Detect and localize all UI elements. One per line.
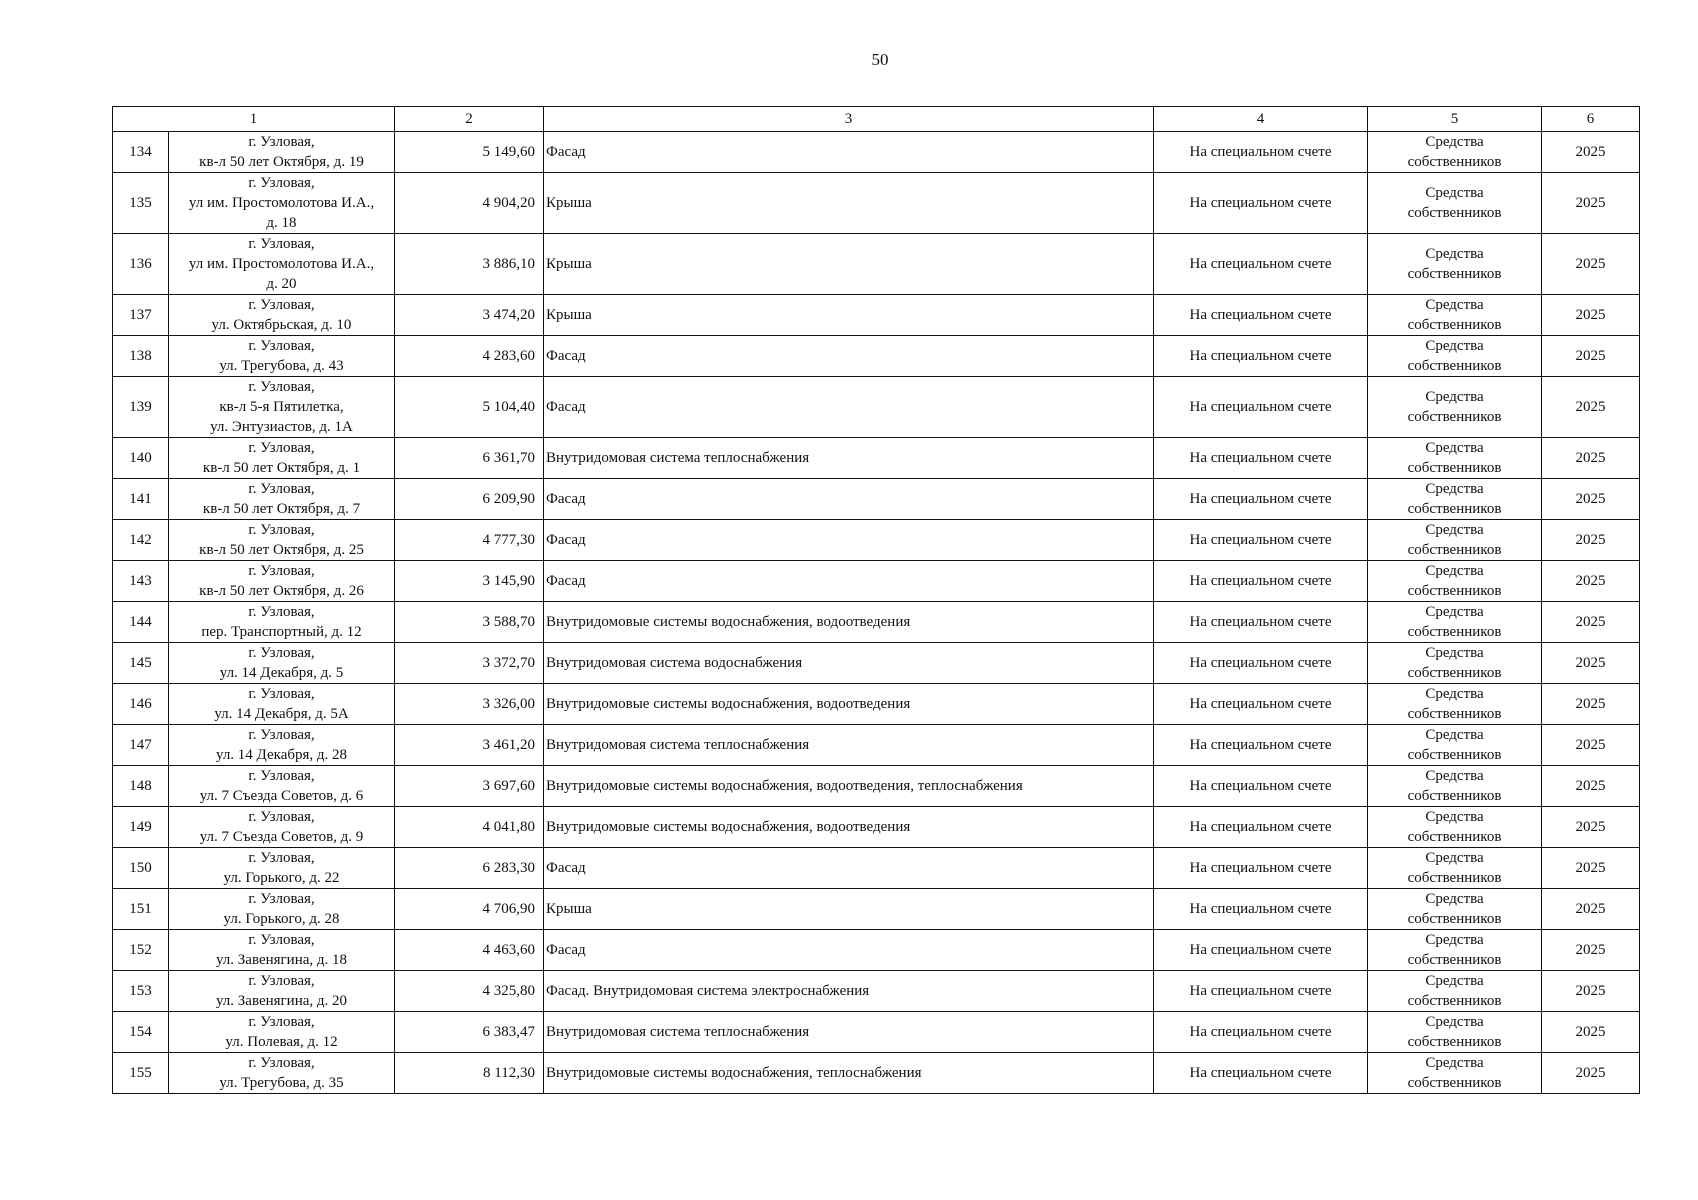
table-row <box>113 971 1640 1012</box>
funding-source-line: собственников <box>1407 205 1502 221</box>
funding-source-line: собственников <box>1407 911 1502 927</box>
work-type-cell: Внутридомовая система теплоснабжения <box>544 1012 1154 1053</box>
funding-source-line: собственников <box>1407 829 1502 845</box>
funding-method-cell: На специальном счете <box>1154 520 1368 561</box>
work-type-cell: Фасад <box>544 848 1154 889</box>
funding-source-line: Средства <box>1425 932 1484 948</box>
table-row <box>113 807 1640 848</box>
area-cell: 3 145,90 <box>395 561 544 602</box>
area-cell: 4 283,60 <box>395 336 544 377</box>
row-number-cell: 154 <box>113 1012 169 1053</box>
address-line: г. Узловая, <box>248 440 315 456</box>
address-cell <box>169 520 395 561</box>
funding-source-cell <box>1368 602 1542 643</box>
funding-method-cell: На специальном счете <box>1154 848 1368 889</box>
area-cell: 4 041,80 <box>395 807 544 848</box>
funding-source-cell <box>1368 520 1542 561</box>
address-line: кв-л 50 лет Октября, д. 19 <box>199 154 364 170</box>
funding-source-cell <box>1368 438 1542 479</box>
address-line: ул им. Простомолотова И.А., <box>188 256 375 272</box>
work-type-cell: Крыша <box>544 295 1154 336</box>
funding-method-cell: На специальном счете <box>1154 234 1368 295</box>
year-cell: 2025 <box>1542 889 1640 930</box>
address-line: г. Узловая, <box>248 297 315 313</box>
funding-source-line: собственников <box>1407 154 1502 170</box>
funding-source-line: Средства <box>1425 727 1484 743</box>
table-row <box>113 684 1640 725</box>
funding-source-cell <box>1368 1012 1542 1053</box>
area-cell: 3 326,00 <box>395 684 544 725</box>
funding-method-cell: На специальном счете <box>1154 602 1368 643</box>
address-line: г. Узловая, <box>248 686 315 702</box>
table-row <box>113 234 1640 295</box>
address-line: ул. 14 Декабря, д. 5 <box>219 665 344 681</box>
year-cell: 2025 <box>1542 1012 1640 1053</box>
year-cell: 2025 <box>1542 848 1640 889</box>
funding-source-line: Средства <box>1425 134 1484 150</box>
row-number-cell: 147 <box>113 725 169 766</box>
table-row <box>113 438 1640 479</box>
year-cell: 2025 <box>1542 807 1640 848</box>
row-number-cell: 152 <box>113 930 169 971</box>
column-header-4: 4 <box>1154 107 1368 132</box>
funding-source-line: Средства <box>1425 522 1484 538</box>
funding-source-cell <box>1368 1053 1542 1094</box>
work-type-cell: Крыша <box>544 234 1154 295</box>
address-line: ул. Полевая, д. 12 <box>225 1034 338 1050</box>
column-header-3: 3 <box>544 107 1154 132</box>
funding-source-cell <box>1368 971 1542 1012</box>
address-line: кв-л 50 лет Октября, д. 7 <box>202 501 361 517</box>
address-cell <box>169 602 395 643</box>
funding-source-cell <box>1368 377 1542 438</box>
funding-method-cell: На специальном счете <box>1154 295 1368 336</box>
year-cell: 2025 <box>1542 132 1640 173</box>
column-header-5: 5 <box>1368 107 1542 132</box>
funding-source-line: собственников <box>1407 870 1502 886</box>
address-cell <box>169 479 395 520</box>
year-cell: 2025 <box>1542 377 1640 438</box>
year-cell: 2025 <box>1542 766 1640 807</box>
address-line: г. Узловая, <box>248 891 315 907</box>
area-cell: 5 104,40 <box>395 377 544 438</box>
funding-source-line: Средства <box>1425 440 1484 456</box>
address-line: г. Узловая, <box>248 604 315 620</box>
table-row <box>113 520 1640 561</box>
address-line: кв-л 5-я Пятилетка, <box>219 399 344 415</box>
table-body <box>113 132 1640 1094</box>
table-row <box>113 561 1640 602</box>
work-type-cell: Внутридомовые системы водоснабжения, водоотведения <box>544 807 1154 848</box>
header-row <box>113 107 1640 132</box>
funding-source-line: Средства <box>1425 645 1484 661</box>
area-cell: 3 588,70 <box>395 602 544 643</box>
address-line: ул им. Простомолотова И.А., <box>188 195 375 211</box>
address-line: г. Узловая, <box>248 563 315 579</box>
work-type-cell: Фасад <box>544 336 1154 377</box>
funding-source-line: Средства <box>1425 768 1484 784</box>
area-cell: 6 209,90 <box>395 479 544 520</box>
funding-source-cell <box>1368 643 1542 684</box>
repair-program-table <box>112 106 1640 1094</box>
table-row <box>113 1053 1640 1094</box>
funding-source-line: собственников <box>1407 358 1502 374</box>
year-cell: 2025 <box>1542 295 1640 336</box>
work-type-cell: Фасад <box>544 377 1154 438</box>
row-number-cell: 138 <box>113 336 169 377</box>
row-number-cell: 140 <box>113 438 169 479</box>
funding-method-cell: На специальном счете <box>1154 684 1368 725</box>
address-line: г. Узловая, <box>248 850 315 866</box>
table-row <box>113 889 1640 930</box>
work-type-cell: Внутридомовая система водоснабжения <box>544 643 1154 684</box>
table-row <box>113 602 1640 643</box>
row-number-cell: 149 <box>113 807 169 848</box>
funding-method-cell: На специальном счете <box>1154 438 1368 479</box>
year-cell: 2025 <box>1542 336 1640 377</box>
funding-method-cell: На специальном счете <box>1154 1053 1368 1094</box>
work-type-cell: Внутридомовые системы водоснабжения, водоотведения, теплоснабжения <box>544 766 1154 807</box>
address-cell <box>169 132 395 173</box>
funding-method-cell: На специальном счете <box>1154 971 1368 1012</box>
address-cell <box>169 173 395 234</box>
funding-source-line: собственников <box>1407 1034 1502 1050</box>
funding-source-line: Средства <box>1425 1055 1484 1071</box>
table-row <box>113 848 1640 889</box>
funding-source-cell <box>1368 234 1542 295</box>
year-cell: 2025 <box>1542 520 1640 561</box>
funding-method-cell: На специальном счете <box>1154 479 1368 520</box>
column-header-6: 6 <box>1542 107 1640 132</box>
table-row <box>113 173 1640 234</box>
address-line: ул. 7 Съезда Советов, д. 6 <box>199 788 364 804</box>
area-cell: 4 706,90 <box>395 889 544 930</box>
funding-source-line: Средства <box>1425 563 1484 579</box>
work-type-cell: Фасад <box>544 930 1154 971</box>
area-cell: 4 463,60 <box>395 930 544 971</box>
year-cell: 2025 <box>1542 602 1640 643</box>
funding-source-line: Средства <box>1425 973 1484 989</box>
funding-source-line: Средства <box>1425 389 1484 405</box>
funding-method-cell: На специальном счете <box>1154 336 1368 377</box>
row-number-cell: 151 <box>113 889 169 930</box>
work-type-cell: Крыша <box>544 889 1154 930</box>
funding-source-line: Средства <box>1425 686 1484 702</box>
funding-source-line: собственников <box>1407 952 1502 968</box>
funding-source-line: собственников <box>1407 747 1502 763</box>
year-cell: 2025 <box>1542 234 1640 295</box>
table-row <box>113 930 1640 971</box>
address-cell <box>169 438 395 479</box>
column-header-2: 2 <box>395 107 544 132</box>
funding-method-cell: На специальном счете <box>1154 807 1368 848</box>
area-cell: 3 886,10 <box>395 234 544 295</box>
address-line: ул. Энтузиастов, д. 1А <box>210 419 353 435</box>
funding-source-line: собственников <box>1407 317 1502 333</box>
address-line: д. 20 <box>266 276 297 292</box>
funding-source-cell <box>1368 561 1542 602</box>
address-line: г. Узловая, <box>248 932 315 948</box>
work-type-cell: Крыша <box>544 173 1154 234</box>
row-number-cell: 146 <box>113 684 169 725</box>
address-cell <box>169 561 395 602</box>
funding-method-cell: На специальном счете <box>1154 643 1368 684</box>
funding-method-cell: На специальном счете <box>1154 561 1368 602</box>
year-cell: 2025 <box>1542 561 1640 602</box>
work-type-cell: Внутридомовые системы водоснабжения, водоотведения <box>544 684 1154 725</box>
address-line: ул. 14 Декабря, д. 28 <box>215 747 348 763</box>
row-number-cell: 135 <box>113 173 169 234</box>
year-cell: 2025 <box>1542 930 1640 971</box>
funding-source-cell <box>1368 807 1542 848</box>
address-line: ул. Трегубова, д. 35 <box>219 1075 344 1091</box>
funding-method-cell: На специальном счете <box>1154 930 1368 971</box>
address-line: г. Узловая, <box>248 481 315 497</box>
area-cell: 6 361,70 <box>395 438 544 479</box>
address-cell <box>169 295 395 336</box>
row-number-cell: 136 <box>113 234 169 295</box>
row-number-cell: 143 <box>113 561 169 602</box>
funding-source-line: Средства <box>1425 891 1484 907</box>
page-number: 50 <box>871 50 889 69</box>
address-cell <box>169 725 395 766</box>
address-line: кв-л 50 лет Октября, д. 1 <box>202 460 361 476</box>
address-line: г. Узловая, <box>248 768 315 784</box>
address-cell <box>169 377 395 438</box>
funding-source-line: собственников <box>1407 624 1502 640</box>
year-cell: 2025 <box>1542 971 1640 1012</box>
address-line: ул. Октябрьская, д. 10 <box>211 317 352 333</box>
address-cell <box>169 1012 395 1053</box>
area-cell: 3 474,20 <box>395 295 544 336</box>
area-cell: 5 149,60 <box>395 132 544 173</box>
area-cell: 6 383,47 <box>395 1012 544 1053</box>
address-line: г. Узловая, <box>248 522 315 538</box>
address-line: г. Узловая, <box>248 809 315 825</box>
area-cell: 3 372,70 <box>395 643 544 684</box>
funding-source-cell <box>1368 479 1542 520</box>
area-cell: 3 461,20 <box>395 725 544 766</box>
funding-source-line: собственников <box>1407 665 1502 681</box>
address-line: г. Узловая, <box>248 1055 315 1071</box>
address-cell <box>169 930 395 971</box>
funding-source-cell <box>1368 173 1542 234</box>
address-cell <box>169 807 395 848</box>
area-cell: 4 325,80 <box>395 971 544 1012</box>
work-type-cell: Внутридомовая система теплоснабжения <box>544 438 1154 479</box>
address-line: ул. Горького, д. 28 <box>223 911 340 927</box>
row-number-cell: 141 <box>113 479 169 520</box>
address-line: ул. 7 Съезда Советов, д. 9 <box>199 829 364 845</box>
address-line: ул. Завенягина, д. 20 <box>215 993 348 1009</box>
address-line: ул. Завенягина, д. 18 <box>215 952 348 968</box>
row-number-cell: 134 <box>113 132 169 173</box>
work-type-cell: Фасад. Внутридомовая система электроснабжения <box>544 971 1154 1012</box>
year-cell: 2025 <box>1542 725 1640 766</box>
row-number-cell: 150 <box>113 848 169 889</box>
address-cell <box>169 848 395 889</box>
address-cell <box>169 234 395 295</box>
address-line: г. Узловая, <box>248 1014 315 1030</box>
table-row <box>113 295 1640 336</box>
funding-source-cell <box>1368 766 1542 807</box>
funding-source-line: собственников <box>1407 460 1502 476</box>
table-row <box>113 643 1640 684</box>
funding-source-line: Средства <box>1425 297 1484 313</box>
work-type-cell: Внутридомовые системы водоснабжения, водоотведения <box>544 602 1154 643</box>
table-row <box>113 377 1640 438</box>
address-line: кв-л 50 лет Октября, д. 26 <box>199 583 364 599</box>
address-line: г. Узловая, <box>248 338 315 354</box>
funding-source-line: собственников <box>1407 409 1502 425</box>
funding-method-cell: На специальном счете <box>1154 766 1368 807</box>
address-cell <box>169 971 395 1012</box>
row-number-cell: 137 <box>113 295 169 336</box>
work-type-cell: Фасад <box>544 132 1154 173</box>
address-cell <box>169 766 395 807</box>
funding-source-line: собственников <box>1407 266 1502 282</box>
funding-method-cell: На специальном счете <box>1154 377 1368 438</box>
address-line: г. Узловая, <box>248 973 315 989</box>
row-number-cell: 153 <box>113 971 169 1012</box>
funding-source-cell <box>1368 848 1542 889</box>
address-line: ул. Горького, д. 22 <box>223 870 340 886</box>
table-row <box>113 336 1640 377</box>
funding-source-line: собственников <box>1407 788 1502 804</box>
address-cell <box>169 684 395 725</box>
year-cell: 2025 <box>1542 684 1640 725</box>
table-row <box>113 725 1640 766</box>
year-cell: 2025 <box>1542 643 1640 684</box>
row-number-cell: 139 <box>113 377 169 438</box>
year-cell: 2025 <box>1542 173 1640 234</box>
funding-source-line: Средства <box>1425 1014 1484 1030</box>
funding-source-line: Средства <box>1425 338 1484 354</box>
year-cell: 2025 <box>1542 1053 1640 1094</box>
row-number-cell: 148 <box>113 766 169 807</box>
row-number-cell: 155 <box>113 1053 169 1094</box>
work-type-cell: Фасад <box>544 520 1154 561</box>
address-line: кв-л 50 лет Октября, д. 25 <box>199 542 364 558</box>
row-number-cell: 145 <box>113 643 169 684</box>
funding-source-line: Средства <box>1425 850 1484 866</box>
funding-method-cell: На специальном счете <box>1154 725 1368 766</box>
address-line: пер. Транспортный, д. 12 <box>201 624 362 640</box>
funding-source-line: собственников <box>1407 1075 1502 1091</box>
funding-source-cell <box>1368 725 1542 766</box>
funding-source-line: Средства <box>1425 809 1484 825</box>
address-cell <box>169 643 395 684</box>
funding-source-line: Средства <box>1425 185 1484 201</box>
funding-source-line: собственников <box>1407 706 1502 722</box>
area-cell: 8 112,30 <box>395 1053 544 1094</box>
funding-source-cell <box>1368 132 1542 173</box>
address-cell <box>169 1053 395 1094</box>
table-row <box>113 132 1640 173</box>
funding-source-line: собственников <box>1407 993 1502 1009</box>
funding-source-cell <box>1368 889 1542 930</box>
year-cell: 2025 <box>1542 438 1640 479</box>
address-line: г. Узловая, <box>248 175 315 191</box>
address-cell <box>169 889 395 930</box>
work-type-cell: Фасад <box>544 561 1154 602</box>
funding-source-cell <box>1368 336 1542 377</box>
table-row <box>113 479 1640 520</box>
address-line: ул. 14 Декабря, д. 5А <box>214 706 349 722</box>
area-cell: 4 904,20 <box>395 173 544 234</box>
area-cell: 6 283,30 <box>395 848 544 889</box>
funding-source-cell <box>1368 930 1542 971</box>
funding-source-line: Средства <box>1425 246 1484 262</box>
funding-source-line: собственников <box>1407 501 1502 517</box>
funding-source-cell <box>1368 295 1542 336</box>
funding-source-line: Средства <box>1425 604 1484 620</box>
column-header-1: 1 <box>113 107 395 132</box>
address-line: г. Узловая, <box>248 379 315 395</box>
address-line: г. Узловая, <box>248 134 315 150</box>
address-line: ул. Трегубова, д. 43 <box>219 358 344 374</box>
funding-method-cell: На специальном счете <box>1154 1012 1368 1053</box>
table-row <box>113 766 1640 807</box>
address-line: д. 18 <box>266 215 297 231</box>
year-cell: 2025 <box>1542 479 1640 520</box>
funding-source-cell <box>1368 684 1542 725</box>
funding-source-line: собственников <box>1407 542 1502 558</box>
address-line: г. Узловая, <box>248 236 315 252</box>
area-cell: 3 697,60 <box>395 766 544 807</box>
area-cell: 4 777,30 <box>395 520 544 561</box>
address-cell <box>169 336 395 377</box>
funding-source-line: собственников <box>1407 583 1502 599</box>
funding-method-cell: На специальном счете <box>1154 889 1368 930</box>
work-type-cell: Фасад <box>544 479 1154 520</box>
work-type-cell: Внутридомовая система теплоснабжения <box>544 725 1154 766</box>
address-line: г. Узловая, <box>248 645 315 661</box>
work-type-cell: Внутридомовые системы водоснабжения, теплоснабжения <box>544 1053 1154 1094</box>
funding-source-line: Средства <box>1425 481 1484 497</box>
funding-method-cell: На специальном счете <box>1154 173 1368 234</box>
row-number-cell: 142 <box>113 520 169 561</box>
address-line: г. Узловая, <box>248 727 315 743</box>
row-number-cell: 144 <box>113 602 169 643</box>
funding-method-cell: На специальном счете <box>1154 132 1368 173</box>
table-row <box>113 1012 1640 1053</box>
